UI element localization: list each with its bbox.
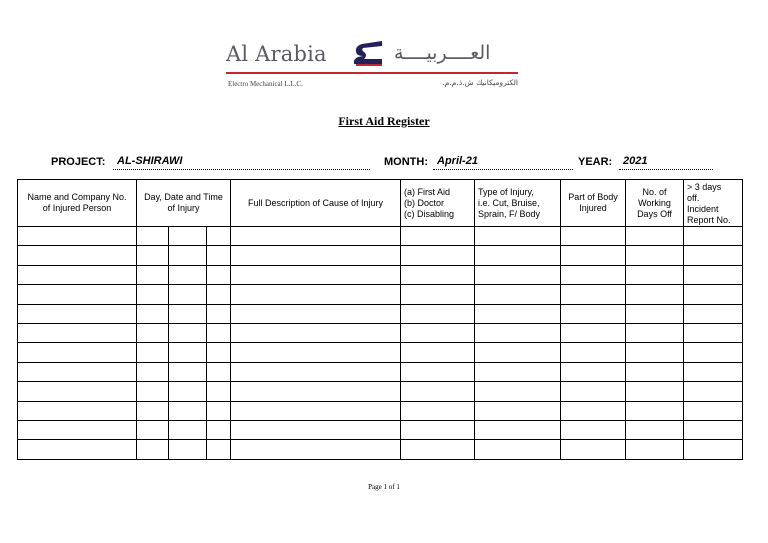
cell-body-part[interactable] — [561, 304, 626, 323]
cell-body-part[interactable] — [561, 362, 626, 381]
year-label: YEAR: — [578, 156, 613, 168]
header-incident-line: Incident — [687, 204, 719, 214]
cell-days-off[interactable] — [626, 343, 684, 362]
header-part-line: Injured — [579, 203, 607, 213]
cell-name[interactable] — [18, 323, 137, 342]
cell-category[interactable] — [401, 246, 475, 265]
cell-incident-report[interactable] — [684, 323, 743, 342]
cell-body-part[interactable] — [561, 420, 626, 439]
header-category-line: (c) Disabling — [404, 208, 455, 219]
table-row — [18, 343, 743, 362]
cell-day[interactable] — [137, 362, 169, 381]
first-aid-register-table — [17, 179, 743, 460]
cell-incident-report[interactable] — [684, 382, 743, 401]
company-subtitle-english: Electro Mechanical L.L.C. — [228, 80, 303, 88]
cell-injury-type[interactable] — [475, 265, 561, 284]
cell-name[interactable] — [18, 246, 137, 265]
cell-day[interactable] — [137, 265, 169, 284]
cell-category[interactable] — [401, 304, 475, 323]
cell-description[interactable] — [231, 401, 401, 420]
cell-category[interactable] — [401, 440, 475, 459]
cell-incident-report[interactable] — [684, 420, 743, 439]
cell-date[interactable] — [169, 285, 207, 304]
header-days-off-line: No. of — [642, 186, 667, 197]
cell-day[interactable] — [137, 420, 169, 439]
cell-category[interactable] — [401, 362, 475, 381]
cell-description[interactable] — [231, 343, 401, 362]
table-header-row — [18, 180, 743, 227]
cell-description[interactable] — [231, 227, 401, 246]
cell-time[interactable] — [207, 420, 231, 439]
table-row — [18, 440, 743, 459]
cell-incident-report[interactable] — [684, 343, 743, 362]
cell-description[interactable] — [231, 440, 401, 459]
header-category-line: (b) Doctor — [404, 197, 445, 208]
cell-name[interactable] — [18, 382, 137, 401]
cell-date[interactable] — [169, 265, 207, 284]
cell-injury-type[interactable] — [475, 440, 561, 459]
cell-date[interactable] — [169, 401, 207, 420]
table-row — [18, 265, 743, 284]
cell-day[interactable] — [137, 227, 169, 246]
cell-days-off[interactable] — [626, 304, 684, 323]
cell-days-off[interactable] — [626, 323, 684, 342]
cell-injury-type[interactable] — [475, 401, 561, 420]
cell-days-off[interactable] — [626, 382, 684, 401]
cell-days-off[interactable] — [626, 362, 684, 381]
company-logo — [226, 36, 526, 96]
cell-injury-type[interactable] — [475, 246, 561, 265]
project-label: PROJECT: — [51, 156, 106, 168]
header-name — [18, 180, 137, 227]
header-day-line: of Injury — [167, 203, 200, 213]
header-type-line: Sprain, F/ Body — [478, 208, 541, 219]
header-description — [231, 180, 401, 227]
cell-date[interactable] — [169, 382, 207, 401]
header-body-part — [561, 180, 626, 227]
cell-day[interactable] — [137, 246, 169, 265]
cell-date[interactable] — [169, 362, 207, 381]
cell-day[interactable] — [137, 323, 169, 342]
cell-injury-type[interactable] — [475, 382, 561, 401]
cell-name[interactable] — [18, 362, 137, 381]
cell-category[interactable] — [401, 420, 475, 439]
header-description-line: Full Description of Cause of Injury — [247, 197, 384, 208]
header-days-off — [626, 180, 684, 227]
cell-day[interactable] — [137, 382, 169, 401]
cell-date[interactable] — [169, 440, 207, 459]
cell-day[interactable] — [137, 401, 169, 420]
table-row — [18, 420, 743, 439]
cell-days-off[interactable] — [626, 265, 684, 284]
cell-incident-report[interactable] — [684, 265, 743, 284]
year-field[interactable]: 2021 — [619, 155, 713, 170]
header-incident-line: > 3 days — [687, 182, 722, 192]
header-incident-line: off. — [687, 193, 700, 203]
cell-injury-type[interactable] — [475, 285, 561, 304]
cell-day[interactable] — [137, 285, 169, 304]
cell-name[interactable] — [18, 343, 137, 362]
cell-time[interactable] — [207, 343, 231, 362]
cell-injury-type[interactable] — [475, 227, 561, 246]
cell-name[interactable] — [18, 420, 137, 439]
cell-days-off[interactable] — [626, 285, 684, 304]
cell-incident-report[interactable] — [684, 401, 743, 420]
table-row — [18, 362, 743, 381]
month-field[interactable]: April-21 — [433, 155, 573, 170]
cell-days-off[interactable] — [626, 227, 684, 246]
cell-date[interactable] — [169, 227, 207, 246]
table-row — [18, 227, 743, 246]
cell-name[interactable] — [18, 304, 137, 323]
header-type-line: i.e. Cut, Bruise, — [478, 197, 540, 208]
table-row — [18, 382, 743, 401]
header-category-line: (a) First Aid — [404, 186, 451, 197]
cell-body-part[interactable] — [561, 323, 626, 342]
cell-category[interactable] — [401, 227, 475, 246]
cell-date[interactable] — [169, 246, 207, 265]
table-row — [18, 246, 743, 265]
table-row — [18, 304, 743, 323]
cell-day[interactable] — [137, 440, 169, 459]
cell-incident-report[interactable] — [684, 304, 743, 323]
cell-injury-type[interactable] — [475, 304, 561, 323]
header-injury-type — [475, 180, 561, 227]
cell-body-part[interactable] — [561, 440, 626, 459]
header-part-line: Part of Body — [568, 192, 618, 202]
month-label: MONTH: — [384, 156, 428, 168]
header-days-off-line: Working — [638, 197, 671, 208]
cell-description[interactable] — [231, 382, 401, 401]
cell-time[interactable] — [207, 246, 231, 265]
table-body — [18, 227, 743, 460]
cell-description[interactable] — [231, 304, 401, 323]
cell-description[interactable] — [231, 362, 401, 381]
cell-body-part[interactable] — [561, 285, 626, 304]
cell-time[interactable] — [207, 382, 231, 401]
cell-time[interactable] — [207, 401, 231, 420]
company-subtitle-arabic: الكتروميكانيك ش.ذ.م.م. — [442, 78, 518, 87]
cell-category[interactable] — [401, 285, 475, 304]
cell-body-part[interactable] — [561, 343, 626, 362]
cell-body-part[interactable] — [561, 265, 626, 284]
cell-description[interactable] — [231, 265, 401, 284]
cell-incident-report[interactable] — [684, 285, 743, 304]
cell-body-part[interactable] — [561, 401, 626, 420]
cell-category[interactable] — [401, 343, 475, 362]
cell-name[interactable] — [18, 440, 137, 459]
header-name-line: Name and Company No. — [27, 192, 127, 202]
cell-time[interactable] — [207, 323, 231, 342]
cell-days-off[interactable] — [626, 401, 684, 420]
cell-name[interactable] — [18, 285, 137, 304]
cell-name[interactable] — [18, 401, 137, 420]
cell-body-part[interactable] — [561, 382, 626, 401]
cell-day[interactable] — [137, 343, 169, 362]
cell-name[interactable] — [18, 227, 137, 246]
document-title: First Aid Register — [338, 114, 430, 128]
header-type-line: Type of Injury, — [478, 186, 534, 197]
cell-description[interactable] — [231, 420, 401, 439]
cell-days-off[interactable] — [626, 440, 684, 459]
header-incident-report — [684, 180, 743, 227]
company-name-english: Al Arabia — [226, 42, 327, 66]
cell-body-part[interactable] — [561, 246, 626, 265]
cell-body-part[interactable] — [561, 227, 626, 246]
cell-category[interactable] — [401, 265, 475, 284]
cell-description[interactable] — [231, 246, 401, 265]
cell-category[interactable] — [401, 323, 475, 342]
cell-date[interactable] — [169, 343, 207, 362]
cell-date[interactable] — [169, 323, 207, 342]
cell-category[interactable] — [401, 382, 475, 401]
cell-date[interactable] — [169, 420, 207, 439]
company-name-arabic: العــــربيــــة — [394, 42, 491, 64]
cell-time[interactable] — [207, 362, 231, 381]
cell-time[interactable] — [207, 227, 231, 246]
cell-date[interactable] — [169, 304, 207, 323]
table-row — [18, 401, 743, 420]
cell-description[interactable] — [231, 285, 401, 304]
cell-time[interactable] — [207, 285, 231, 304]
cell-injury-type[interactable] — [475, 323, 561, 342]
project-field[interactable]: AL-SHIRAWI — [113, 155, 370, 170]
cell-injury-type[interactable] — [475, 362, 561, 381]
cell-day[interactable] — [137, 304, 169, 323]
table-row — [18, 323, 743, 342]
header-day-line: Day, Date and Time — [144, 192, 223, 202]
cell-days-off[interactable] — [626, 246, 684, 265]
cell-days-off[interactable] — [626, 420, 684, 439]
page-footer: Page 1 of 1 — [368, 483, 400, 491]
header-name-line: of Injured Person — [42, 203, 112, 213]
cell-time[interactable] — [207, 265, 231, 284]
header-incident-line: Report No. — [687, 215, 731, 225]
al-arabia-logo-mark-icon — [352, 38, 386, 68]
header-days-off-line: Days Off — [637, 208, 672, 219]
cell-time[interactable] — [207, 440, 231, 459]
logo-divider — [226, 72, 518, 74]
cell-injury-type[interactable] — [475, 420, 561, 439]
cell-description[interactable] — [231, 323, 401, 342]
cell-incident-report[interactable] — [684, 362, 743, 381]
cell-incident-report[interactable] — [684, 246, 743, 265]
cell-time[interactable] — [207, 304, 231, 323]
cell-injury-type[interactable] — [475, 343, 561, 362]
header-day-date-time — [137, 180, 231, 227]
cell-category[interactable] — [401, 401, 475, 420]
cell-name[interactable] — [18, 265, 137, 284]
cell-incident-report[interactable] — [684, 440, 743, 459]
header-category — [401, 180, 475, 227]
table-row — [18, 285, 743, 304]
cell-incident-report[interactable] — [684, 227, 743, 246]
